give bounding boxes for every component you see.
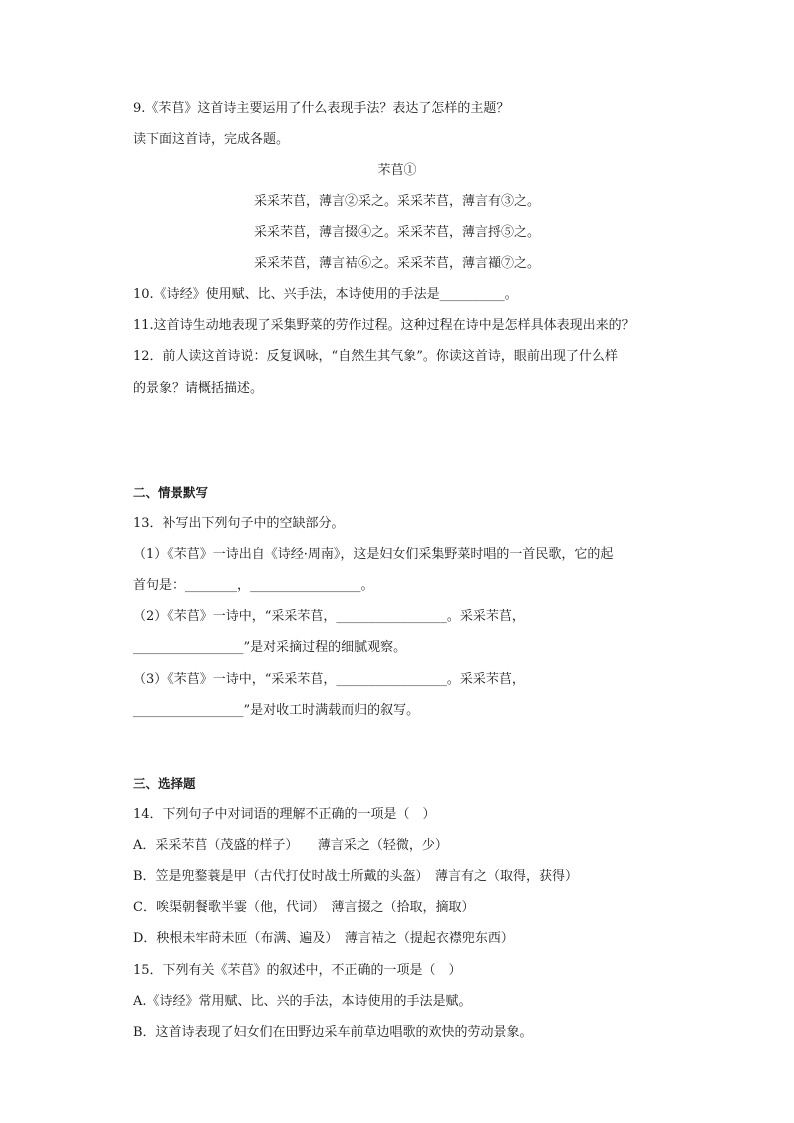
question-12: 12．前人读这首诗说：反复讽咏，“自然生其气象”。你读这首诗，眼前出现了什么样 — [133, 349, 618, 364]
poem-title: 芣苢① — [377, 163, 417, 178]
question-13-item-1-blanks: 首句是：________，_________________。 — [133, 578, 374, 593]
question-9: 9.《芣苢》这首诗主要运用了什么表现手法？表达了怎样的主题？ — [133, 101, 510, 116]
question-12-continued: 的景象？请概括描述。 — [133, 381, 264, 396]
question-10: 10.《诗经》使用赋、比、兴手法，本诗使用的手法是__________。 — [133, 287, 518, 302]
question-15-option-a: A.《诗经》常用赋、比、兴的手法，本诗使用的手法是赋。 — [133, 994, 472, 1009]
question-13-item-2-continued: _________________”是对采摘过程的细腻观察。 — [133, 640, 407, 655]
poem-line: 采采芣苢，薄言袺⑥之。采采芣苢，薄言襭⑦之。 — [253, 256, 540, 271]
question-13-item-3: （3）《芣苢》一诗中，“采采芣苢，_________________。采采芣苢， — [133, 672, 525, 687]
poem-line: 采采芣苢，薄言掇④之。采采芣苢，薄言捋⑤之。 — [253, 225, 540, 240]
reading-instruction: 读下面这首诗，完成各题。 — [133, 132, 290, 147]
poem-line: 采采芣苢，薄言②采之。采采芣苢，薄言有③之。 — [253, 194, 540, 209]
section-heading-multiple-choice: 三、选择题 — [133, 776, 196, 791]
question-11: 11.这首诗生动地表现了采集野菜的劳作过程。这种过程在诗中是怎样具体表现出来的？ — [133, 318, 635, 333]
question-14: 14．下列句子中对词语的理解不正确的一项是（ ） — [133, 807, 436, 822]
question-13-item-2: （2）《芣苢》一诗中，“采采芣苢，_________________。采采芣苢， — [133, 609, 525, 624]
question-13-item-3-continued: _________________”是对收工时满载而归的叙写。 — [133, 703, 420, 718]
section-heading-fill-in: 二、情景默写 — [133, 485, 209, 500]
question-13: 13．补写出下列句子中的空缺部分。 — [133, 516, 345, 531]
question-15-option-b: B．这首诗表现了妇女们在田野边采车前草边唱歌的欢快的劳动景象。 — [133, 1025, 533, 1040]
question-14-option-a: A．采采芣苢（茂盛的样子） 薄言采之（轻微，少） — [133, 838, 448, 853]
question-14-option-c: C．唉渠朝餐歌半霎（他，代词） 薄言掇之（拾取，摘取） — [133, 900, 475, 915]
question-15: 15．下列有关《芣苢》的叙述中，不正确的一项是（ ） — [133, 963, 462, 978]
question-13-item-1: （1）《芣苢》一诗出自《诗经·周南》，这是妇女们采集野菜时唱的一首民歌，它的起 — [133, 547, 614, 562]
question-14-option-d: D．秧根未牢莳未匝（布满、遍及） 薄言袺之（提起衣襟兜东西） — [133, 931, 514, 946]
question-14-option-b: B．笠是兜鍪蓑是甲（古代打仗时战士所戴的头盔） 薄言有之（取得，获得） — [133, 869, 579, 884]
